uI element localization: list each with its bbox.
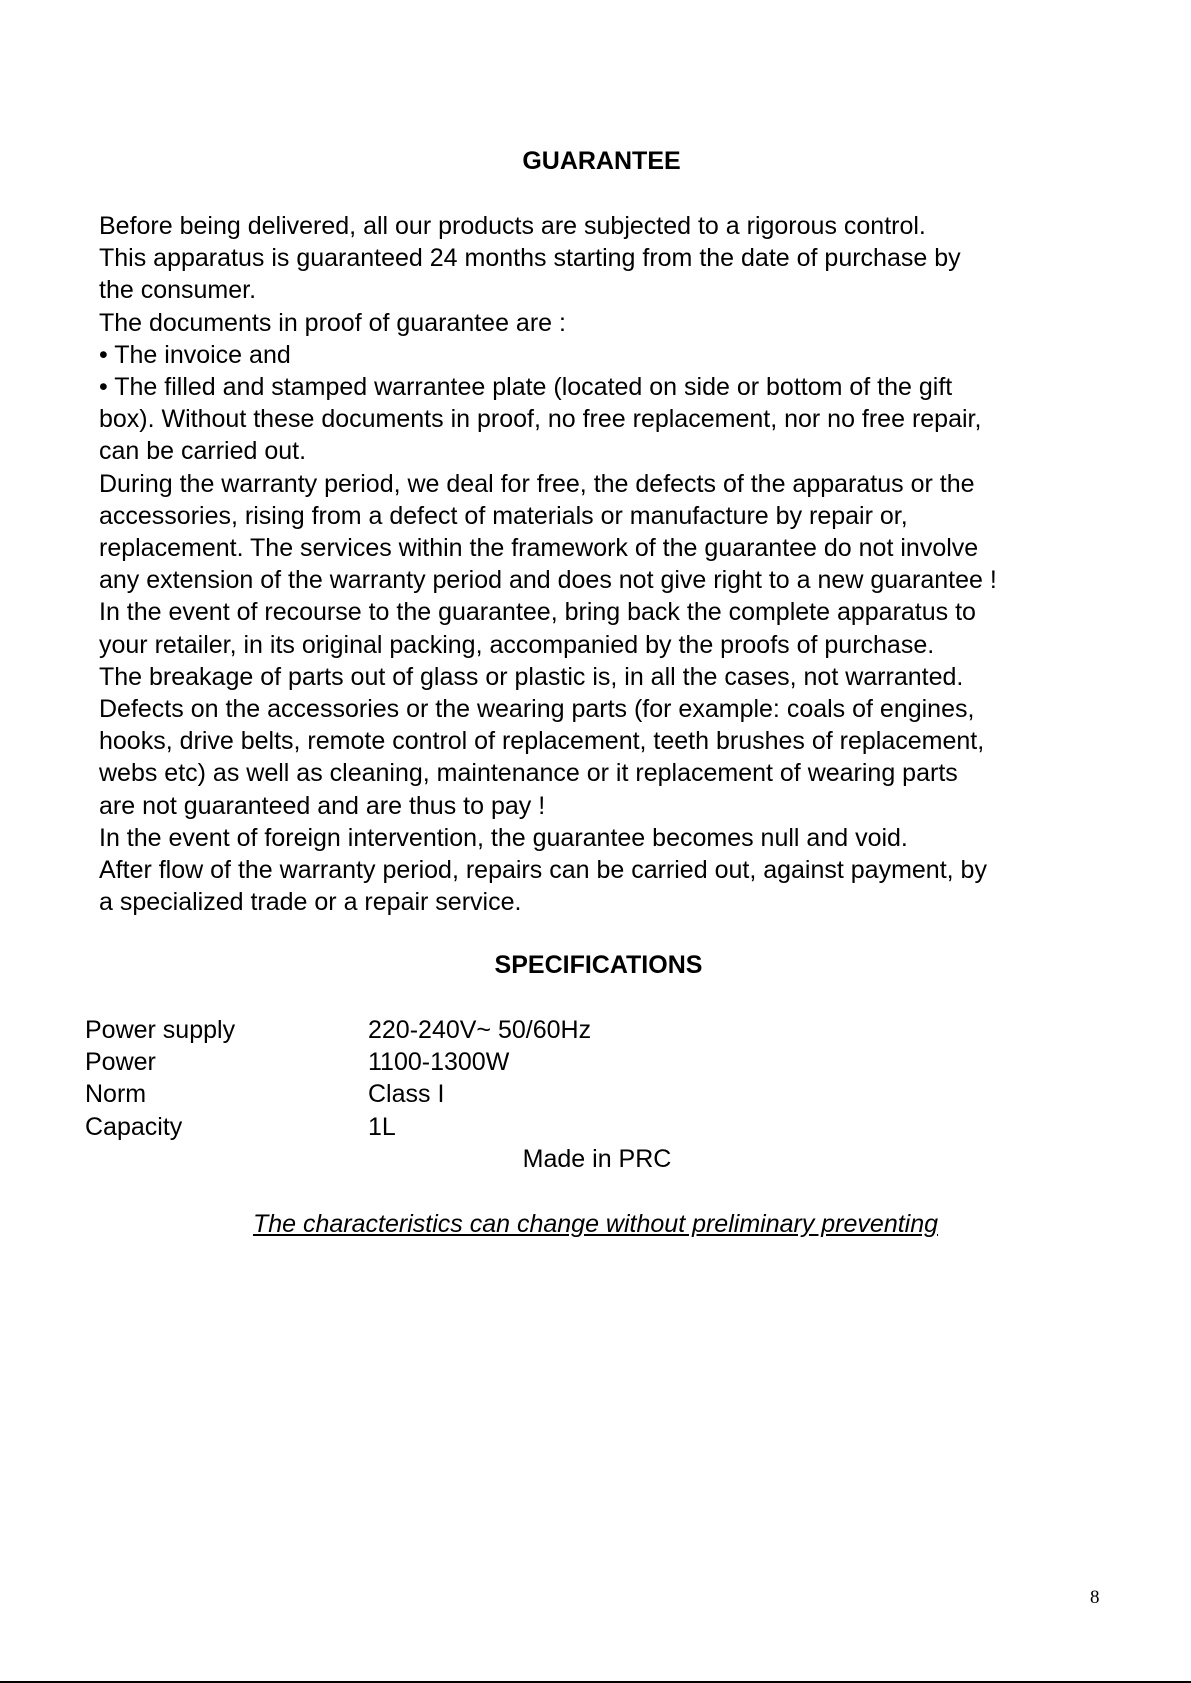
spec-value: Class I [368, 1080, 445, 1109]
spec-row-capacity [85, 1111, 591, 1143]
spec-row-power [85, 1046, 591, 1078]
spec-row-norm [85, 1078, 591, 1110]
origin-text: Made in PRC [522, 1145, 672, 1173]
disclaimer-note: The characteristics can change without preliminary preventing [252, 1210, 939, 1238]
guarantee-body-text: Before being delivered, all our products are subjected to a rigorous control. This apparatus is guaranteed 24 months starting from the date of purchase by the consumer. The documents in proof of guarantee are : • The invoice and • The filled and stamped warrantee plate (located on side or bottom of the gift box). Without these documents in proof, no free replacement, nor no free repair, can be carried out. During the warranty period, we deal for free, the defects of the apparatus or the accessories, rising from a defect of materials or manufacture by repair or, replacement. The services within the framework of the guarantee do not involve any extension of the warranty period and does not give right to a new guarantee ! In the event of recourse to the guarantee, bring back the complete apparatus to your retailer, in its original packing, accompanied by the proofs of purchase. The breakage of parts out of glass or plastic is, in all the cases, not warranted. Defects on the accessories or the wearing parts (for example: coals of engines, hooks, drive belts, remote control of replacement, teeth brushes of replacement, webs etc) as well as cleaning, maintenance or it replacement of wearing parts are not guaranteed and are thus to pay ! In the event of foreign intervention, the guarantee becomes null and void. After flow of the warranty period, repairs can be carried out, against payment, by a specialized trade or a repair service. [99, 212, 997, 917]
spec-label: Norm [85, 1080, 147, 1109]
origin-line [0, 1143, 1191, 1175]
spec-value: 1100-1300W [368, 1048, 510, 1077]
spec-value: 220-240V~ 50/60Hz [368, 1016, 592, 1044]
spec-label: Power supply [85, 1016, 236, 1044]
specifications-heading: SPECIFICATIONS [494, 951, 703, 979]
page-number: 8 [1090, 1587, 1100, 1608]
guarantee-heading: GUARANTEE [522, 147, 681, 175]
specifications-table [85, 1014, 591, 1143]
spec-label: Capacity [85, 1112, 183, 1141]
spec-label: Power [85, 1048, 156, 1077]
spec-row-power-supply [85, 1014, 591, 1046]
spec-value: 1L [368, 1112, 396, 1141]
